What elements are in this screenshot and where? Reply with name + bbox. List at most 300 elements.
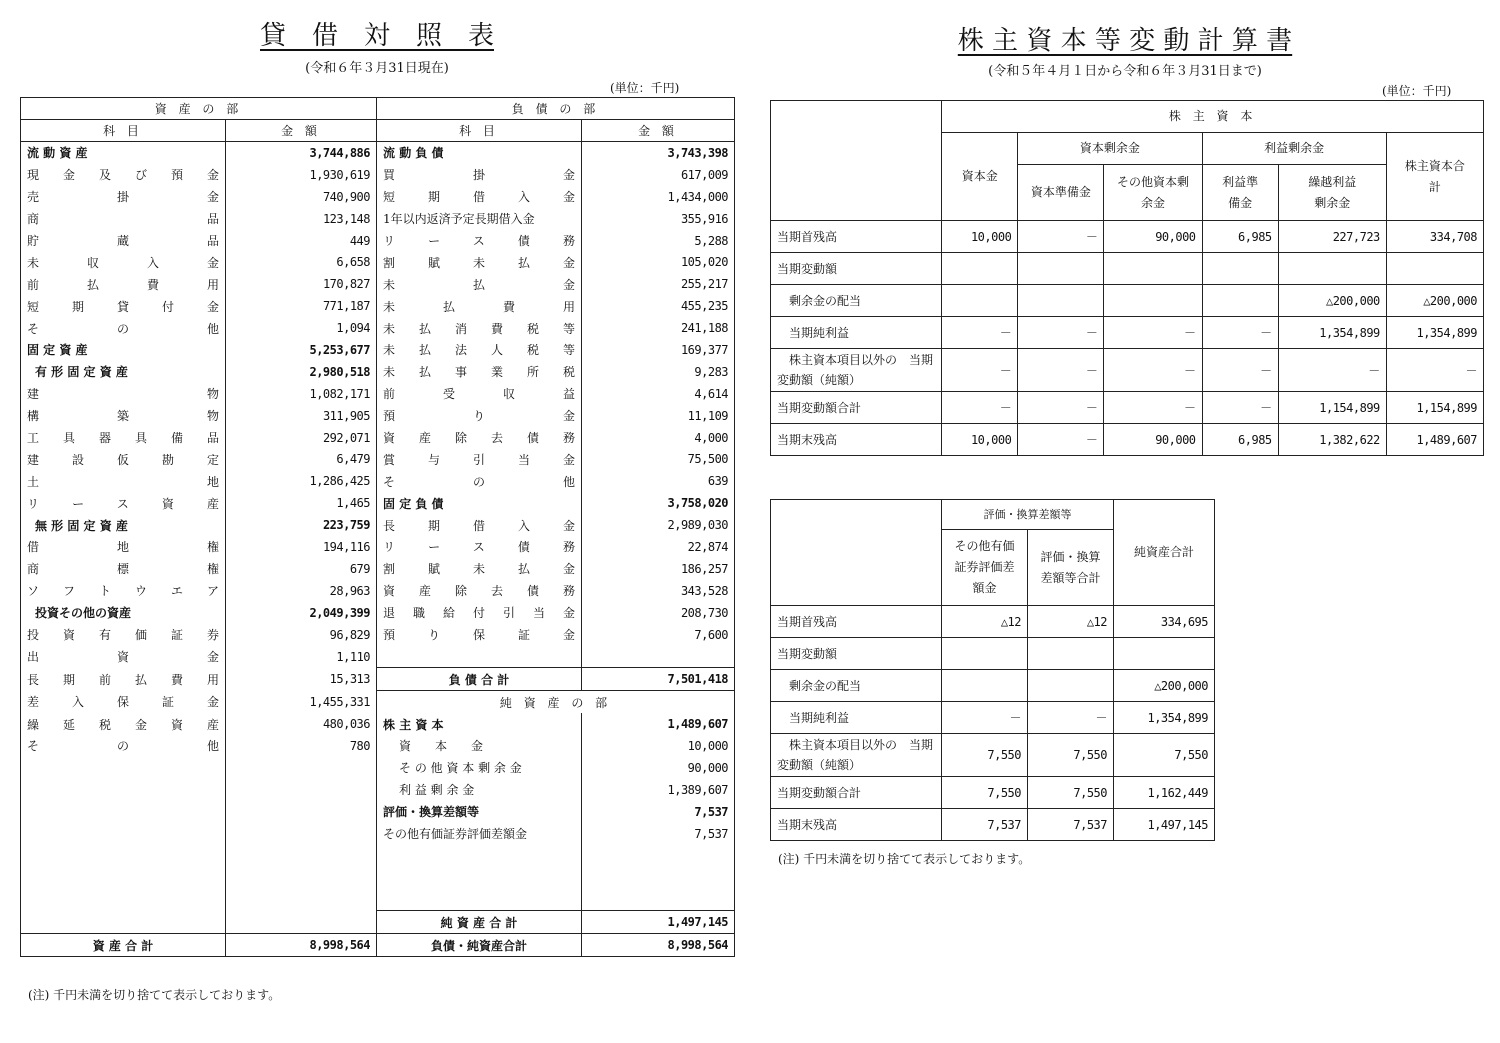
liab-value: 105,020 — [582, 251, 735, 273]
asset-value — [226, 888, 377, 910]
liab-value — [582, 845, 735, 867]
liab-label: そ の 他 資 本 剰 余 金 — [377, 757, 582, 779]
asset-value: 170,827 — [226, 273, 377, 295]
liab-label: 株 主 資 本 — [377, 713, 582, 735]
eq1-row — [771, 349, 1484, 392]
liab-label: 割賦未払金 — [377, 251, 582, 273]
liab-value: 617,009 — [582, 164, 735, 186]
bs-header-sections — [21, 98, 735, 120]
eq1-row-label: 当期純利益 — [771, 317, 942, 349]
eq2-cell — [942, 670, 1028, 702]
bs-row — [21, 911, 735, 934]
equity-table-1 — [770, 100, 1484, 456]
asset-label: 借地権 — [21, 536, 226, 558]
liab-value: 75,500 — [582, 448, 735, 470]
eq1-cell — [1018, 285, 1104, 317]
liab-label: 資産除去債務 — [377, 427, 582, 449]
eq2-row-label: 当期変動額合計 — [771, 777, 942, 809]
asset-value: 1,094 — [226, 317, 377, 339]
bs-row — [21, 405, 735, 427]
liab-label: 買掛金 — [377, 164, 582, 186]
eq-title: 株 主 資 本 等 変 動 計 算 書 — [957, 26, 1293, 56]
asset-label — [21, 845, 226, 867]
bs-row — [21, 295, 735, 317]
eq2-cell: － — [1028, 702, 1114, 734]
liab-value: 1,389,607 — [582, 779, 735, 801]
bs-date: (令和６年３月31日現在) — [305, 61, 449, 76]
eq2-row-label: 剰余金の配当 — [771, 670, 942, 702]
asset-label: 工具器具備品 — [21, 427, 226, 449]
bs-row — [21, 317, 735, 339]
asset-label: 差入保証金 — [21, 691, 226, 713]
eq1-h-other-cap: その他資本剰余金 — [1104, 165, 1202, 221]
liab-label: 1年以内返済予定長期借入金 — [377, 208, 582, 230]
eq1-cell: 90,000 — [1104, 221, 1202, 253]
bs-h-net: 純 資 産 の 部 — [377, 691, 735, 713]
eq1-cell — [1018, 253, 1104, 285]
asset-value — [226, 911, 377, 934]
liab-value: 1,489,607 — [582, 713, 735, 735]
asset-label — [21, 888, 226, 910]
eq1-h-top: 株 主 資 本 — [942, 101, 1484, 133]
eq2-cell: △12 — [1028, 606, 1114, 638]
asset-label: 貯蔵品 — [21, 230, 226, 252]
bs-row — [21, 757, 735, 779]
bs-row — [21, 645, 735, 667]
liab-label: 未払法人税等 — [377, 339, 582, 361]
asset-label: 短期貸付金 — [21, 295, 226, 317]
eq1-cell: － — [1202, 349, 1278, 392]
liab-label — [377, 866, 582, 888]
eq1-row — [771, 221, 1484, 253]
eq1-cell: 90,000 — [1104, 424, 1202, 456]
asset-total-label: 資 産 合 計 — [21, 934, 226, 957]
liab-label: リース債務 — [377, 536, 582, 558]
eq1-h-capital: 資本金 — [942, 133, 1018, 221]
liab-label: 負 債 合 計 — [377, 668, 582, 691]
eq1-cell — [942, 253, 1018, 285]
eq1-cell: 1,354,899 — [1278, 317, 1386, 349]
asset-label: 建物 — [21, 383, 226, 405]
eq1-row — [771, 392, 1484, 424]
asset-value: 449 — [226, 230, 377, 252]
eq2-row — [771, 702, 1215, 734]
eq2-cell — [942, 638, 1028, 670]
asset-label: 現金及び預金 — [21, 164, 226, 186]
eq2-cell — [1114, 638, 1215, 670]
liab-value: 1,434,000 — [582, 186, 735, 208]
asset-label: 無 形 固 定 資 産 — [21, 514, 226, 536]
eq1-cell: － — [1202, 317, 1278, 349]
asset-label: 未収入金 — [21, 251, 226, 273]
liab-value: 4,000 — [582, 427, 735, 449]
liab-value: 255,217 — [582, 273, 735, 295]
liab-label: 利 益 剰 余 金 — [377, 779, 582, 801]
bs-row — [21, 624, 735, 646]
asset-value: 96,829 — [226, 624, 377, 646]
eq1-row-label: 当期首残高 — [771, 221, 942, 253]
eq1-cell: 10,000 — [942, 424, 1018, 456]
liab-label: リース債務 — [377, 230, 582, 252]
eq1-h-carry: 繰越利益剰余金 — [1278, 165, 1386, 221]
bs-row — [21, 251, 735, 273]
eq1-cell: － — [1202, 392, 1278, 424]
asset-value: 740,900 — [226, 186, 377, 208]
asset-label: 繰延税金資産 — [21, 713, 226, 735]
eq2-cell: 1,354,899 — [1114, 702, 1215, 734]
liab-value — [582, 888, 735, 910]
eq1-cell: － — [1018, 317, 1104, 349]
eq2-cell: 7,550 — [942, 777, 1028, 809]
eq2-row — [771, 777, 1215, 809]
liab-label: 固 定 負 債 — [377, 492, 582, 514]
eq1-cell: 10,000 — [942, 221, 1018, 253]
eq1-cell: △200,000 — [1278, 285, 1386, 317]
eq1-cell: 1,382,622 — [1278, 424, 1386, 456]
eq2-row — [771, 734, 1215, 777]
eq1-cell: 6,985 — [1202, 221, 1278, 253]
liab-value: 169,377 — [582, 339, 735, 361]
eq2-row — [771, 670, 1215, 702]
bs-row — [21, 273, 735, 295]
asset-label: 長期前払費用 — [21, 668, 226, 691]
liab-value: 355,916 — [582, 208, 735, 230]
eq1-cell: △200,000 — [1386, 285, 1483, 317]
liab-value: 208,730 — [582, 602, 735, 624]
liab-value — [582, 866, 735, 888]
liab-label: 資 本 金 — [377, 735, 582, 757]
bs-row — [21, 580, 735, 602]
eq2-row-label: 当期変動額 — [771, 638, 942, 670]
bs-row — [21, 448, 735, 470]
liab-label: 預り金 — [377, 405, 582, 427]
liab-value: 22,874 — [582, 536, 735, 558]
bs-row — [21, 361, 735, 383]
eq1-cell: － — [942, 317, 1018, 349]
eq2-cell — [1028, 638, 1114, 670]
liab-label: 資産除去債務 — [377, 580, 582, 602]
eq1-cell: － — [942, 349, 1018, 392]
eq1-row — [771, 317, 1484, 349]
liab-label: 退職給付引当金 — [377, 602, 582, 624]
asset-value — [226, 757, 377, 779]
asset-value — [226, 779, 377, 801]
eq1-row-label: 当期変動額合計 — [771, 392, 942, 424]
liab-value: 3,758,020 — [582, 492, 735, 514]
eq2-cell: 334,695 — [1114, 606, 1215, 638]
eq1-cell: － — [1018, 392, 1104, 424]
asset-value: 1,082,171 — [226, 383, 377, 405]
eq2-h-top: 評価・換算差額等 — [942, 500, 1114, 530]
liab-value: 10,000 — [582, 735, 735, 757]
bs-row — [21, 514, 735, 536]
asset-value: 1,455,331 — [226, 691, 377, 713]
asset-label: その他 — [21, 735, 226, 757]
eq2-row — [771, 606, 1215, 638]
asset-label: 前払費用 — [21, 273, 226, 295]
liab-label: 賞与引当金 — [377, 448, 582, 470]
asset-value — [226, 845, 377, 867]
eq1-cell — [942, 285, 1018, 317]
balance-sheet-table — [20, 97, 735, 957]
eq2-cell — [1028, 670, 1114, 702]
liab-label: その他有価証券評価差額金 — [377, 823, 582, 845]
eq2-row — [771, 638, 1215, 670]
eq1-row — [771, 253, 1484, 285]
eq1-cell: － — [1278, 349, 1386, 392]
asset-label: 商標権 — [21, 558, 226, 580]
eq-unit: (単位：千円) — [1382, 84, 1452, 98]
eq1-cell — [1278, 253, 1386, 285]
liab-value: 639 — [582, 470, 735, 492]
bs-row — [21, 142, 735, 164]
bs-h-amount-3: 金 額 — [582, 120, 735, 142]
asset-value: 5,253,677 — [226, 339, 377, 361]
liab-value: 4,614 — [582, 383, 735, 405]
asset-label: 有 形 固 定 資 産 — [21, 361, 226, 383]
bs-row — [21, 713, 735, 735]
eq2-row-label: 当期純利益 — [771, 702, 942, 734]
eq2-row-label: 当期首残高 — [771, 606, 942, 638]
asset-value: 1,286,425 — [226, 470, 377, 492]
bs-total-row — [21, 934, 735, 957]
asset-value: 15,313 — [226, 668, 377, 691]
bs-row — [21, 668, 735, 691]
asset-label: ソフトウエア — [21, 580, 226, 602]
asset-label: 売掛金 — [21, 186, 226, 208]
eq2-h-other-sec: その他有価証券評価差額金 — [942, 530, 1028, 606]
asset-value — [226, 866, 377, 888]
liab-value: 7,537 — [582, 823, 735, 845]
liab-label: 未払事業所税 — [377, 361, 582, 383]
asset-value: 480,036 — [226, 713, 377, 735]
eq2-cell: 7,550 — [1028, 734, 1114, 777]
liab-value: 455,235 — [582, 295, 735, 317]
bs-row — [21, 427, 735, 449]
eq2-cell: － — [942, 702, 1028, 734]
liab-value: 343,528 — [582, 580, 735, 602]
bs-row — [21, 823, 735, 845]
eq1-cell — [1202, 253, 1278, 285]
bs-h-item-0: 科 目 — [21, 120, 226, 142]
liab-label: 未払消費税等 — [377, 317, 582, 339]
bs-row — [21, 208, 735, 230]
bs-h-assets: 資 産 の 部 — [21, 98, 377, 120]
eq1-cell: 1,489,607 — [1386, 424, 1483, 456]
asset-value: 780 — [226, 735, 377, 757]
eq1-row-label: 株主資本項目以外の 当期変動額（純額） — [771, 349, 942, 392]
liab-value: 9,283 — [582, 361, 735, 383]
eq1-row — [771, 285, 1484, 317]
liab-value: 5,288 — [582, 230, 735, 252]
asset-value: 2,980,518 — [226, 361, 377, 383]
eq-date: (令和５年４月１日から令和６年３月31日まで) — [988, 64, 1262, 79]
bs-row — [21, 888, 735, 910]
bs-row — [21, 845, 735, 867]
asset-label: 投資有価証券 — [21, 624, 226, 646]
liab-value: 7,501,418 — [582, 668, 735, 691]
liab-label: 長期借入金 — [377, 514, 582, 536]
asset-label: 流 動 資 産 — [21, 142, 226, 164]
liab-label: 純 資 産 合 計 — [377, 911, 582, 934]
asset-label: その他 — [21, 317, 226, 339]
asset-value: 1,465 — [226, 492, 377, 514]
asset-value — [226, 823, 377, 845]
asset-value: 28,963 — [226, 580, 377, 602]
eq2-cell: 1,497,145 — [1114, 809, 1215, 841]
asset-label: 投資その他の資産 — [21, 602, 226, 624]
asset-value: 311,905 — [226, 405, 377, 427]
bs-unit: (単位：千円) — [610, 81, 680, 95]
asset-label — [21, 801, 226, 823]
liab-value: 7,600 — [582, 624, 735, 646]
eq2-cell: 7,537 — [942, 809, 1028, 841]
liab-label: 未払金 — [377, 273, 582, 295]
eq1-cell: － — [1386, 349, 1483, 392]
liab-value — [582, 645, 735, 667]
asset-value: 679 — [226, 558, 377, 580]
eq1-cell: 1,154,899 — [1386, 392, 1483, 424]
bs-row — [21, 339, 735, 361]
asset-value: 3,744,886 — [226, 142, 377, 164]
liab-label: 短期借入金 — [377, 186, 582, 208]
liab-net-total-label: 負債・純資産合計 — [377, 934, 582, 957]
liab-value: 186,257 — [582, 558, 735, 580]
bs-row — [21, 470, 735, 492]
eq1-cell: － — [1104, 349, 1202, 392]
asset-value — [226, 801, 377, 823]
asset-value: 223,759 — [226, 514, 377, 536]
liab-value: 1,497,145 — [582, 911, 735, 934]
eq2-h-val-total: 評価・換算差額等合計 — [1028, 530, 1114, 606]
bs-row — [21, 801, 735, 823]
eq1-cell: － — [1104, 317, 1202, 349]
asset-label: リース資産 — [21, 492, 226, 514]
bs-row — [21, 779, 735, 801]
liab-label: 流 動 負 債 — [377, 142, 582, 164]
eq1-cell: 1,354,899 — [1386, 317, 1483, 349]
liab-label: 前受収益 — [377, 383, 582, 405]
asset-label — [21, 779, 226, 801]
bs-row — [21, 230, 735, 252]
eq1-cell: － — [1018, 349, 1104, 392]
eq1-cell: － — [1018, 424, 1104, 456]
eq1-cell: － — [942, 392, 1018, 424]
liab-label: 割賦未払金 — [377, 558, 582, 580]
eq2-row-label: 株主資本項目以外の 当期変動額（純額） — [771, 734, 942, 777]
eq2-cell: 7,550 — [1028, 777, 1114, 809]
bs-title: 貸 借 対 照 表 — [259, 21, 494, 51]
bs-h-liab: 負 債 の 部 — [377, 98, 735, 120]
eq1-h-cap-surplus: 資本剰余金 — [1018, 133, 1202, 165]
bs-row — [21, 536, 735, 558]
eq1-cell: － — [1104, 392, 1202, 424]
eq2-corner — [771, 500, 942, 606]
asset-label: 商品 — [21, 208, 226, 230]
eq1-corner — [771, 101, 942, 221]
bs-row — [21, 866, 735, 888]
asset-value: 6,658 — [226, 251, 377, 273]
bs-h-item-2: 科 目 — [377, 120, 582, 142]
asset-label — [21, 911, 226, 934]
asset-value: 2,049,399 — [226, 602, 377, 624]
liab-label — [377, 888, 582, 910]
eq-note: (注) 千円未満を切り捨てて表示しております。 — [778, 852, 1031, 866]
bs-row — [21, 186, 735, 208]
bs-row — [21, 558, 735, 580]
asset-label: 建設仮勘定 — [21, 448, 226, 470]
asset-label: 構築物 — [21, 405, 226, 427]
liab-value: 7,537 — [582, 801, 735, 823]
eq2-row-label: 当期末残高 — [771, 809, 942, 841]
liab-value: 241,188 — [582, 317, 735, 339]
bs-header-cols — [21, 120, 735, 142]
asset-label: 固 定 資 産 — [21, 339, 226, 361]
eq1-cell — [1104, 285, 1202, 317]
bs-row — [21, 383, 735, 405]
liab-label: その他 — [377, 470, 582, 492]
bs-row — [21, 602, 735, 624]
asset-label: 出資金 — [21, 645, 226, 667]
liab-value: 3,743,398 — [582, 142, 735, 164]
equity-table-2 — [770, 499, 1215, 841]
bs-note: (注) 千円未満を切り捨てて表示しております。 — [28, 988, 281, 1002]
bs-row — [21, 492, 735, 514]
eq1-row — [771, 424, 1484, 456]
eq1-cell: 1,154,899 — [1278, 392, 1386, 424]
eq1-cell — [1386, 253, 1483, 285]
liab-label: 預り保証金 — [377, 624, 582, 646]
asset-value: 194,116 — [226, 536, 377, 558]
liab-label: 評価・換算差額等 — [377, 801, 582, 823]
eq2-row — [771, 809, 1215, 841]
eq1-h-total: 株主資本合計 — [1386, 133, 1483, 221]
asset-total-value: 8,998,564 — [226, 934, 377, 957]
eq1-cell: 6,985 — [1202, 424, 1278, 456]
eq1-cell — [1104, 253, 1202, 285]
eq1-cell — [1202, 285, 1278, 317]
liab-value: 11,109 — [582, 405, 735, 427]
liab-net-total-value: 8,998,564 — [582, 934, 735, 957]
eq2-cell: △12 — [942, 606, 1028, 638]
asset-label — [21, 757, 226, 779]
asset-value: 123,148 — [226, 208, 377, 230]
liab-value: 2,989,030 — [582, 514, 735, 536]
asset-label — [21, 866, 226, 888]
eq1-cell: － — [1018, 221, 1104, 253]
eq2-cell: 7,550 — [1114, 734, 1215, 777]
bs-row — [21, 164, 735, 186]
asset-value: 771,187 — [226, 295, 377, 317]
bs-row — [21, 691, 735, 713]
asset-value: 292,071 — [226, 427, 377, 449]
liab-label — [377, 645, 582, 667]
bs-h-amount-1: 金 額 — [226, 120, 377, 142]
asset-value: 6,479 — [226, 448, 377, 470]
eq2-h-net-total: 純資産合計 — [1114, 500, 1215, 606]
eq2-cell: 7,537 — [1028, 809, 1114, 841]
eq2-cell: 7,550 — [942, 734, 1028, 777]
eq1-row-label: 当期末残高 — [771, 424, 942, 456]
eq1-row-label: 当期変動額 — [771, 253, 942, 285]
eq1-row-label: 剰余金の配当 — [771, 285, 942, 317]
asset-label: 土地 — [21, 470, 226, 492]
asset-value: 1,930,619 — [226, 164, 377, 186]
liab-label — [377, 845, 582, 867]
liab-label: 未払費用 — [377, 295, 582, 317]
bs-row — [21, 735, 735, 757]
eq1-cell: 334,708 — [1386, 221, 1483, 253]
